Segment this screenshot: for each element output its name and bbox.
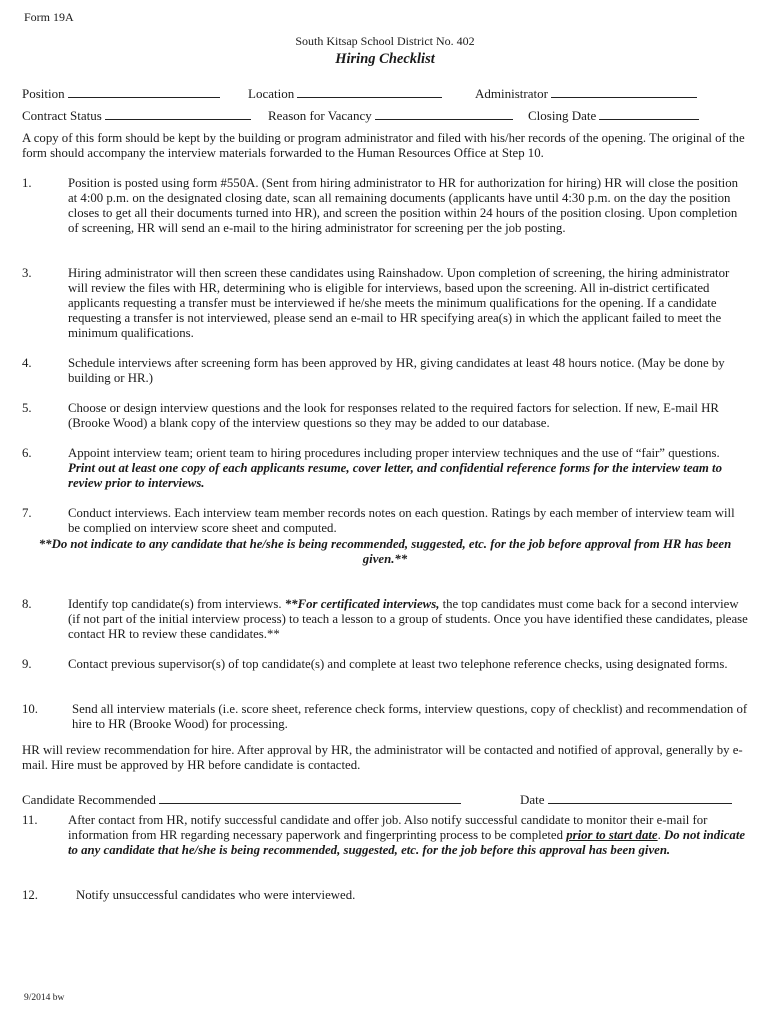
location-line[interactable] bbox=[297, 86, 442, 98]
checklist-item-11 bbox=[22, 813, 748, 858]
location-label: Location bbox=[248, 86, 295, 101]
item-number: 11. bbox=[22, 813, 38, 827]
closing-date-field[interactable] bbox=[528, 108, 699, 124]
position-line[interactable] bbox=[68, 86, 220, 98]
position-field[interactable] bbox=[22, 86, 220, 102]
item-number: 12. bbox=[22, 888, 38, 902]
district-name: South Kitsap School District No. 402 bbox=[295, 34, 475, 48]
candidate-recommended-label: Candidate Recommended bbox=[22, 792, 156, 807]
item-underline: prior to start date bbox=[566, 828, 658, 842]
intro-paragraph: A copy of this form should be kept by the building or program administrator and filed with his/her records of the opening. The original of the form should accompany the interview materials forwarded to the Human Resources Office at Step 10. bbox=[22, 131, 745, 160]
date-line[interactable] bbox=[548, 792, 732, 804]
date-label: Date bbox=[520, 792, 545, 807]
form-number: Form 19A bbox=[24, 10, 74, 24]
item-text: Send all interview materials (i.e. score sheet, reference check forms, interview questions, copy of checklist) and recommendation of hire to HR (Brooke Wood) for processing. bbox=[72, 702, 748, 731]
item-emphasis: Print out at least one copy of each applicants resume, cover letter, and confidential reference forms for the interview team to review prior to interviews. bbox=[68, 461, 723, 490]
item-number: 5. bbox=[22, 401, 32, 415]
item-text-body: Identify top candidate(s) from interviews. bbox=[68, 597, 282, 611]
warning-note: **Do not indicate to any candidate that he/she is being recommended, suggested, etc. for the job before approval from HR has been given.** bbox=[38, 537, 732, 566]
item-text: Notify unsuccessful candidates who were interviewed. bbox=[76, 888, 356, 902]
location-field[interactable] bbox=[248, 86, 442, 102]
item-emphasis: Do not indicate to any candidate that he/she is being recommended, suggested, etc. for the job before this approval has been given. bbox=[68, 828, 746, 857]
checklist-item-9 bbox=[22, 657, 748, 672]
closing-date-line[interactable] bbox=[599, 108, 699, 120]
reason-for-vacancy-label: Reason for Vacancy bbox=[268, 108, 372, 123]
checklist-item-5 bbox=[22, 401, 748, 431]
fields-row-1 bbox=[22, 86, 748, 104]
contract-status-field[interactable] bbox=[22, 108, 251, 124]
item-text-body: Appoint interview team; orient team to hiring procedures including proper interview techniques and the use of “fair” questions. bbox=[68, 446, 720, 460]
footer-revision: 9/2014 bw bbox=[24, 993, 65, 1003]
item-number: 4. bbox=[22, 356, 32, 370]
item-number: 7. bbox=[22, 506, 32, 520]
contract-status-label: Contract Status bbox=[22, 108, 102, 123]
administrator-line[interactable] bbox=[551, 86, 697, 98]
item-emphasis: **For certificated interviews, bbox=[284, 597, 440, 611]
checklist-item-10 bbox=[22, 702, 748, 732]
checklist-item-7 bbox=[22, 506, 748, 536]
item-text bbox=[68, 597, 748, 642]
administrator-label: Administrator bbox=[475, 86, 548, 101]
checklist-item-12 bbox=[22, 888, 748, 903]
item-text: Schedule interviews after screening form has been approved by HR, giving candidates at least 48 hours notice. (May be done by building or HR.) bbox=[68, 356, 725, 385]
item-text: Conduct interviews. Each interview team member records notes on each question. Ratings by each member of interview team will be complied on interview score sheet and computed. bbox=[68, 506, 735, 535]
fields-row-2 bbox=[22, 108, 748, 126]
item-text: Hiring administrator will then screen these candidates using Rainshadow. Upon completion of screening, the hiring administrator will review the files with HR, determining who is eligible for interviews, based upon the screening. All in-district certificated applicants requesting a transfer must be interviewed if he/she meets the minimum qualifications for the opening. If a candidate requesting a transfer is not interviewed, please send an e-mail to HR specifying area(s) in which the applicant failed to meet the minimum qualifications. bbox=[68, 266, 730, 340]
checklist-item-6 bbox=[22, 446, 748, 491]
reason-for-vacancy-line[interactable] bbox=[375, 108, 513, 120]
administrator-field[interactable] bbox=[475, 86, 697, 102]
candidate-recommended-field[interactable] bbox=[22, 792, 461, 808]
hr-review-paragraph: HR will review recommendation for hire. After approval by HR, the administrator will be contacted and notified of approval, generally by e-mail. Hire must be approved by HR before candidate is contacted. bbox=[22, 743, 743, 772]
candidate-row bbox=[22, 792, 748, 810]
item-text-body: After contact from HR, notify successful candidate and offer job. Also notify successful candidate to monitor their e-mail for information from HR regarding necessary paperwork and fingerprinting process to be completed bbox=[68, 813, 708, 842]
item-text: Position is posted using form #550A. (Sent from hiring administrator to HR for authorization for hiring) HR will close the position at 4:00 p.m. on the designated closing date, scan all remaining documents (applicants have until 4:30 p.m. on the day the position closes to get all their documents turned into HR), and screen the position within 24 hours of the position closing. Upon completion of screening, HR will send an e-mail to the hiring administrator for screening per the job posting. bbox=[68, 176, 738, 235]
checklist-item-3 bbox=[22, 266, 748, 341]
date-field[interactable] bbox=[520, 792, 732, 808]
reason-for-vacancy-field[interactable] bbox=[268, 108, 513, 124]
item-number: 3. bbox=[22, 266, 32, 280]
item-text-body-2: the top candidates must come back for a second interview (if not part of the initial interview process) to teach a lesson to a group of students. Once you have identified these candidates, please contact HR to review these candidates.** bbox=[68, 597, 748, 641]
item-number: 9. bbox=[22, 657, 32, 671]
item-text bbox=[68, 446, 748, 491]
checklist-item-1 bbox=[22, 176, 748, 236]
item-text: After contact from HR, notify successful candidate and offer job. Also notify successful candidate to monitor their e-mail for information from HR regarding necessary paperwork and fingerprinting process to be completed prior to start date. Do not indicate to any candidate that he/she is being recommended, suggested, etc. for the job before this approval has been given. bbox=[68, 813, 746, 857]
closing-date-label: Closing Date bbox=[528, 108, 597, 123]
item-number: 8. bbox=[22, 597, 32, 611]
item-number: 1. bbox=[22, 176, 32, 190]
page-title: Hiring Checklist bbox=[335, 51, 435, 67]
item-text: Choose or design interview questions and the look for responses related to the required factors for selection. If new, E-mail HR (Brooke Wood) a blank copy of the interview questions so they may be added to our database. bbox=[68, 401, 719, 430]
checklist-item-4 bbox=[22, 356, 748, 386]
candidate-recommended-line[interactable] bbox=[159, 792, 461, 804]
item-number: 6. bbox=[22, 446, 32, 460]
item-number: 10. bbox=[22, 702, 38, 716]
item-text: Contact previous supervisor(s) of top candidate(s) and complete at least two telephone reference checks, using designated forms. bbox=[68, 657, 728, 671]
checklist-item-8 bbox=[22, 597, 748, 642]
contract-status-line[interactable] bbox=[105, 108, 251, 120]
position-label: Position bbox=[22, 86, 65, 101]
